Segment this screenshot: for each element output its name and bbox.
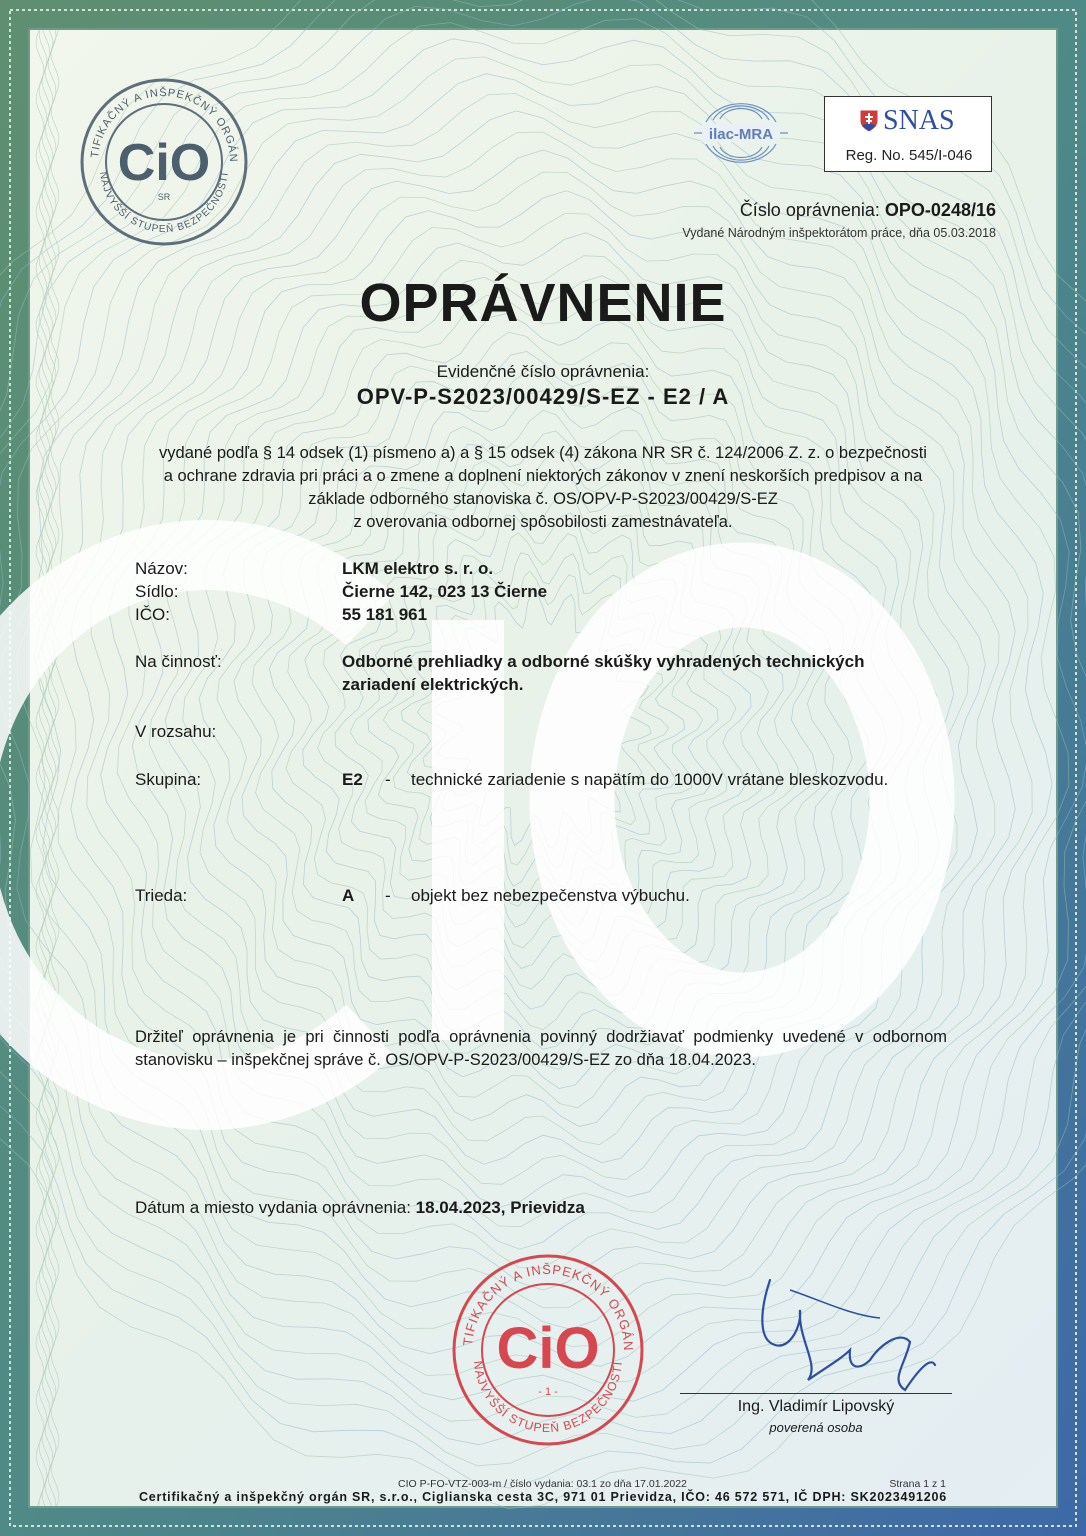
stamp-number: - 1 - bbox=[538, 1386, 558, 1398]
legal-line: vydané podľa § 14 odsek (1) písmeno a) a § 15 odsek (4) zákona NR SR č. 124/2006 Z. z. o bezpečnosti bbox=[159, 444, 927, 462]
logo-mark: CiO bbox=[117, 134, 211, 192]
footer-page: Strana 1 z 1 bbox=[889, 1478, 946, 1490]
issue-line bbox=[135, 1198, 585, 1218]
issue-value: 18.04.2023, Prievidza bbox=[415, 1198, 585, 1217]
logo-ring-top: TIFIKAČNÝ A INŠPEKČNÝ ORGÁN bbox=[89, 86, 240, 164]
holder-name: LKM elektro s. r. o. bbox=[342, 559, 494, 578]
footer-form: CIO P-FO-VTZ-003-m / číslo vydania: 03.1 zo dňa 17.01.2022 bbox=[398, 1478, 687, 1490]
obligation-line: Držiteľ oprávnenia je pri činnosti podľa oprávnenia povinný dodržiavať podmienky uvedené v odbornom bbox=[135, 1028, 947, 1046]
ilac-mra-logo bbox=[686, 86, 796, 186]
logo-sub: SR bbox=[157, 192, 171, 202]
evidence-label: Evidenčné číslo oprávnenia: bbox=[436, 362, 650, 381]
ilac-label: ilac-MRA bbox=[708, 126, 774, 143]
group-dash: - bbox=[385, 770, 391, 789]
issue-label: Dátum a miesto vydania oprávnenia: bbox=[135, 1198, 411, 1217]
legal-line: základe odborného stanoviska č. OS/OPV-P-S2023/00429/S-EZ bbox=[308, 490, 778, 508]
snas-reg-number: Reg. No. 545/I-046 bbox=[845, 147, 973, 164]
holder-ico: 55 181 961 bbox=[342, 605, 428, 624]
scope-label: V rozsahu: bbox=[135, 722, 217, 741]
holder-seat: Čierne 142, 023 13 Čierne bbox=[342, 582, 548, 601]
legal-line: z overovania odbornej spôsobilosti zamestnávateľa. bbox=[353, 513, 733, 531]
authorization-issued-by: Vydané Národným inšpektorátom práce, dňa 05.03.2018 bbox=[682, 226, 996, 240]
signatory-role: poverená osoba bbox=[769, 1420, 863, 1435]
legal-line: a ochrane zdravia pri práci a o zmene a doplnení niektorých zákonov v znení neskorších predpisov a na bbox=[163, 467, 923, 485]
obligation-line: stanovisku – inšpekčnej správe č. OS/OPV-P-S2023/00429/S-EZ zo dňa 18.04.2023. bbox=[135, 1051, 756, 1069]
cio-logo bbox=[78, 76, 250, 248]
class-label: Trieda: bbox=[135, 886, 188, 905]
snas-label: SNAS bbox=[883, 105, 955, 136]
authorization-number-label: Číslo oprávnenia: bbox=[739, 200, 880, 220]
signatory-name: Ing. Vladimír Lipovský bbox=[737, 1398, 895, 1415]
activity-label: Na činnosť: bbox=[135, 652, 222, 671]
group-label: Skupina: bbox=[135, 770, 202, 789]
holder-name-label: Názov: bbox=[135, 559, 188, 578]
group-code: E2 bbox=[342, 770, 363, 789]
snas-accreditation-box bbox=[824, 96, 992, 172]
obligation-text bbox=[135, 1026, 947, 1072]
authorization-number-line bbox=[740, 200, 996, 221]
activity-line-2: zariadení elektrických. bbox=[342, 675, 524, 694]
evidence-number: OPV-P-S2023/00429/S-EZ - E2 / A bbox=[356, 384, 730, 409]
official-stamp bbox=[448, 1250, 648, 1450]
footer-company: Certifikačný a inšpekčný orgán SR, s.r.o., Ciglianska cesta 3C, 971 01 Prievidza, IČO: 46 572 571, IČ DPH: SK2023491206 bbox=[138, 1490, 948, 1504]
group-description: technické zariadenie s napätím do 1000V vrátane bleskozvodu. bbox=[411, 770, 889, 789]
page-title: OPRÁVNENIE bbox=[359, 273, 727, 333]
activity-line-1: Odborné prehliadky a odborné skúšky vyhradených technických bbox=[342, 652, 865, 671]
holder-ico-label: IČO: bbox=[135, 605, 170, 624]
logo-ring-bottom: NAJVYŠŠÍ STUPEŇ BEZPEČNOSTI bbox=[97, 171, 231, 236]
stamp-ring-bottom: NAJVYŠŠÍ STUPEŇ BEZPEČNOSTI bbox=[470, 1360, 625, 1436]
legal-text bbox=[0, 442, 1086, 534]
class-code: A bbox=[342, 886, 355, 905]
handwritten-signature bbox=[730, 1270, 960, 1410]
stamp-mark: CiO bbox=[496, 1316, 600, 1381]
authorization-number: OPO-0248/16 bbox=[884, 200, 996, 220]
signature-line bbox=[680, 1393, 952, 1394]
class-description: objekt bez nebezpečenstva výbuchu. bbox=[411, 886, 690, 905]
class-dash: - bbox=[385, 886, 391, 905]
stamp-ring-top: TIFIKAČNÝ A INŠPEKČNÝ ORGÁN bbox=[460, 1261, 637, 1352]
holder-seat-label: Sídlo: bbox=[135, 582, 179, 601]
slovak-shield-icon bbox=[859, 109, 879, 133]
